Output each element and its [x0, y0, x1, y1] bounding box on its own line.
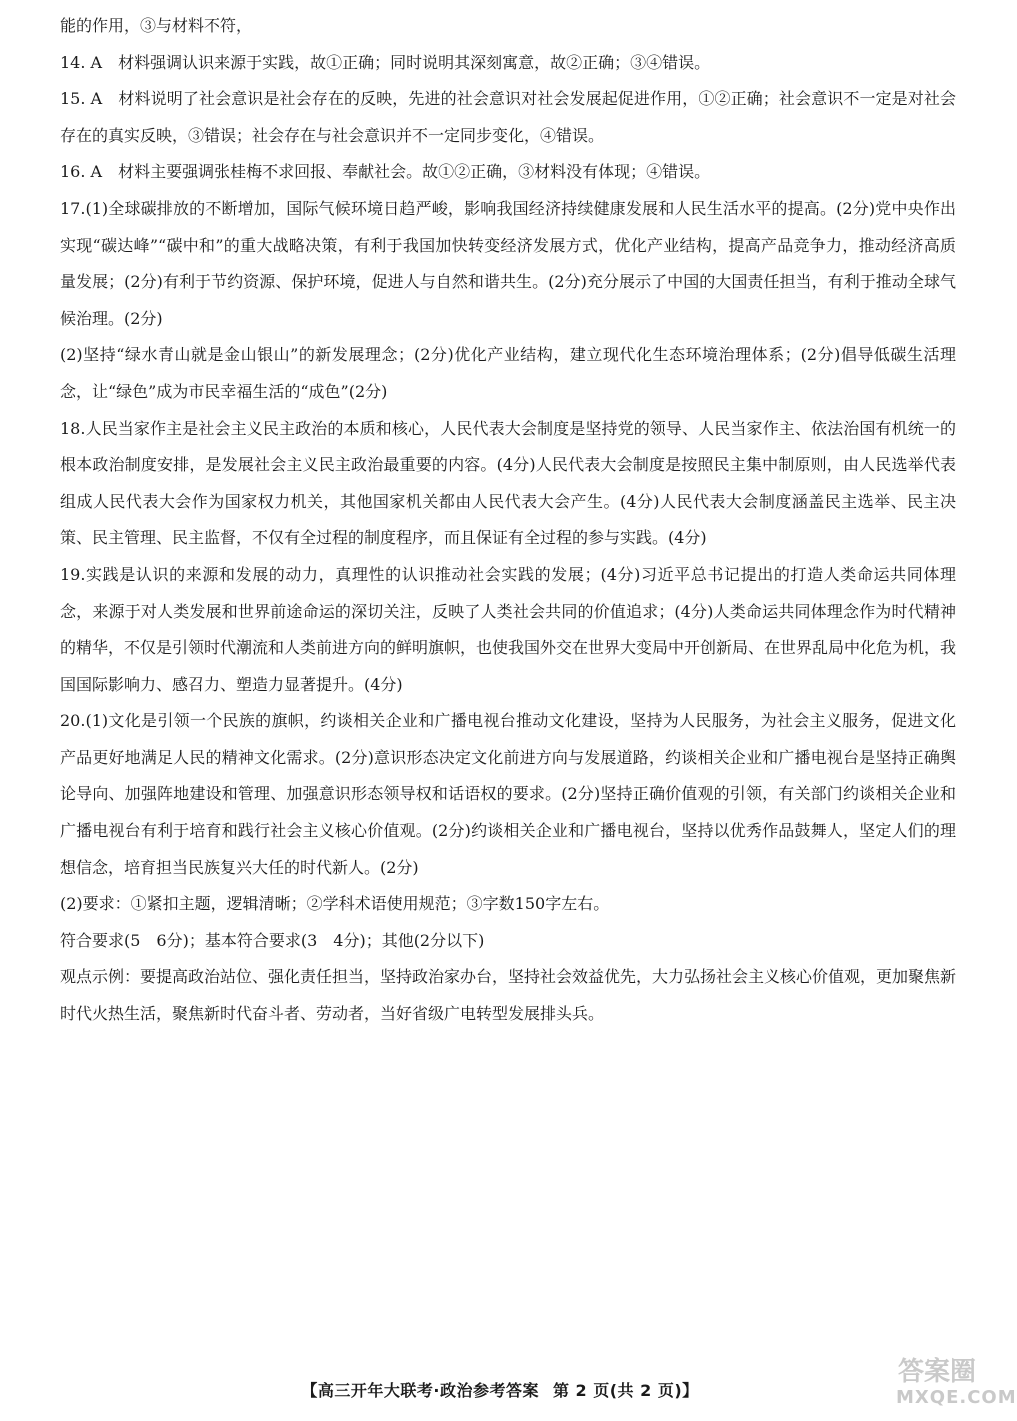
watermark-logo-text: 答案圈 — [897, 1357, 976, 1387]
footer-page-number: 第 2 页(共 2 页)】 — [552, 1381, 699, 1400]
answer-20-part-2-scoring: 符合要求(5 6分)；基本符合要求(3 4分)；其他(2分以下) — [60, 930, 485, 950]
answer-16: 16. A 材料主要强调张桂梅不求回报、奉献社会。故①②正确，③材料没有体现；④错误。 — [60, 162, 711, 182]
watermark-domain: MXQE.COM — [896, 1387, 1017, 1408]
footer-exam-title: 【高三开年大联考·政治参考答案 — [301, 1381, 539, 1400]
answer-17-part-1: 17.(1)全球碳排放的不断增加，国际气候环境日趋严峻，影响我国经济持续健康发展和人民生活水平的提高。(2分)党中央作出实现“碳达峰”“碳中和”的重大战略决策，有利于我国加快转变经济发展方式，优化产业结构，提高产品竞争力，推动经济高质量发展；(2分)有利于节约资源、保护环境，促进人与自然和谐共生。(2分)充分展示了中国的大国责任担当，有利于推动全球气候治理。(2分) — [60, 198, 956, 328]
q13-continuation: 能的作用，③与材料不符， — [60, 16, 253, 35]
answer-20-part-2-example: 观点示例：要提高政治站位、强化责任担当，坚持政治家办台，坚持社会效益优先，大力弘扬社会主义核心价值观，更加聚焦新时代火热生活，聚焦新时代奋斗者、劳动者，当好省级广电转型发展排头兵。 — [60, 967, 957, 1024]
page-footer — [0, 1378, 1000, 1401]
answer-15: 15. A 材料说明了社会意识是社会存在的反映，先进的社会意识对社会发展起促进作用，①②正确；社会意识不一定是对社会存在的真实反映，③错误；社会存在与社会意识并不一定同步变化，④错误。 — [60, 89, 956, 145]
answer-14: 14. A 材料强调认识来源于实践，故①正确；同时说明其深刻寓意，故②正确；③④错误。 — [60, 52, 711, 72]
answer-19: 19.实践是认识的来源和发展的动力，真理性的认识推动社会实践的发展；(4分)习近平总书记提出的打造人类命运共同体理念，来源于对人类发展和世界前途命运的深切关注，反映了人类社会共同的价值追求；(4分)人类命运共同体理念作为时代精神的精华，不仅是引领时代潮流和人类前进方向的鲜明旗帜，也使我国外交在世界大变局中开创新局、在世界乱局中化危为机，我国国际影响力、感召力、塑造力显著提升。(4分) — [60, 564, 957, 694]
answer-20-part-1: 20.(1)文化是引领一个民族的旗帜，约谈相关企业和广播电视台推动文化建设，坚持为人民服务，为社会主义服务，促进文化产品更好地满足人民的精神文化需求。(2分)意识形态决定文化前进方向与发展道路，约谈相关企业和广播电视台是坚持正确舆论导向、加强阵地建设和管理、加强意识形态领导权和话语权的要求。(2分)坚持正确价值观的引领，有关部门约谈相关企业和广播电视台有利于培育和践行社会主义核心价值观。(2分)约谈相关企业和广播电视台，坚持以优秀作品鼓舞人，坚定人们的理想信念，培育担当民族复兴大任的时代新人。(2分) — [60, 711, 956, 877]
answer-17-part-2: (2)坚持“绿水青山就是金山银山”的新发展理念；(2分)优化产业结构，建立现代化生态环境治理体系；(2分)倡导低碳生活理念，让“绿色”成为市民幸福生活的“成色”(2分) — [60, 345, 956, 401]
answer-20-part-2-requirements: (2)要求：①紧扣主题，逻辑清晰；②学科术语使用规范；③字数150字左右。 — [60, 894, 610, 914]
site-watermark — [896, 1357, 1017, 1417]
answer-content — [60, 8, 956, 1033]
answer-18: 18.人民当家作主是社会主义民主政治的本质和核心，人民代表大会制度是坚持党的领导、人民当家作主、依法治国有机统一的根本政治制度安排，是发展社会主义民主政治最重要的内容。(4分)人民代表大会制度是按照民主集中制原则，由人民选举代表组成人民代表大会作为国家权力机关，其他国家机关都由人民代表大会产生。(4分)人民代表大会制度涵盖民主选举、民主决策、民主管理、民主监督，不仅有全过程的制度程序，而且保证有全过程的参与实践。(4分) — [60, 418, 956, 548]
